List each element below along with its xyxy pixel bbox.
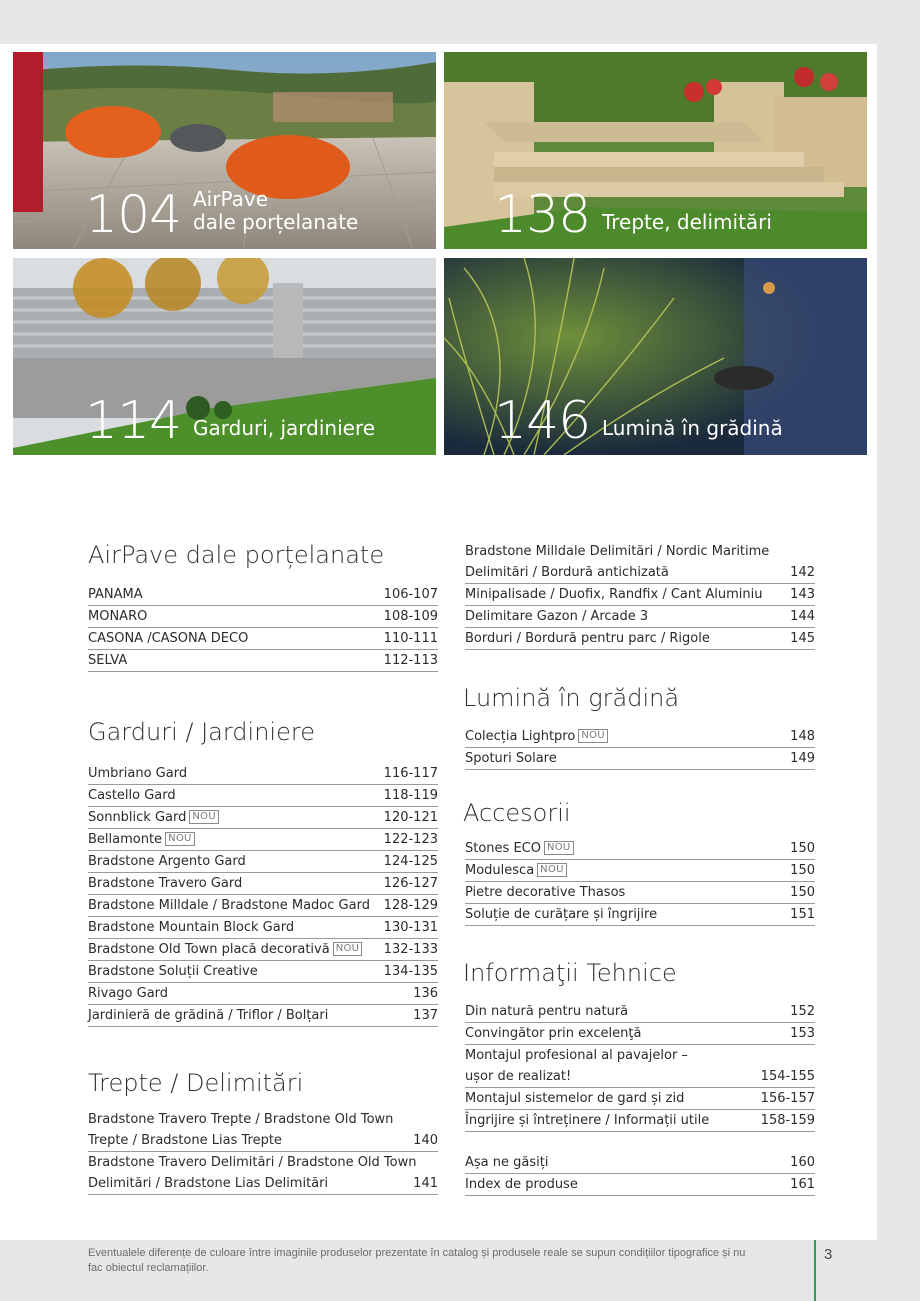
toc-entry[interactable]: PANAMA 106-107 — [88, 584, 438, 606]
toc-entry[interactable]: Așa ne găsiți 160 — [465, 1152, 815, 1174]
toc-entry[interactable]: Bellamonte NOU 122-123 — [88, 829, 438, 851]
new-badge: NOU — [189, 810, 219, 824]
section-title-trepte: Trepte / Delimitări — [88, 1069, 304, 1097]
toc-entry-line2[interactable]: ușor de realizat! 154-155 — [465, 1066, 815, 1088]
toc-entry[interactable]: Bradstone Travero Gard 126-127 — [88, 873, 438, 895]
toc-entry[interactable]: Rivago Gard 136 — [88, 983, 438, 1005]
toc-entry[interactable]: CASONA /CASONA DECO 110-111 — [88, 628, 438, 650]
tile-page-number: 146 — [494, 391, 591, 451]
toc-entry[interactable]: Bradstone Argento Gard 124-125 — [88, 851, 438, 873]
toc-entry-line1[interactable]: Montajul profesional al pavajelor – — [465, 1048, 688, 1063]
toc-entry[interactable]: Bradstone Mountain Block Gard 130-131 — [88, 917, 438, 939]
toc-list-trepte-continued — [465, 541, 815, 650]
toc-entry-line2[interactable]: Delimitări / Bordură antichizată 142 — [465, 562, 815, 584]
toc-entry[interactable]: Stones ECO NOU 150 — [465, 838, 815, 860]
toc-entry[interactable]: Index de produse 161 — [465, 1174, 815, 1196]
toc-entry[interactable]: Spoturi Solare 149 — [465, 748, 815, 770]
section-title-garduri: Garduri / Jardiniere — [88, 718, 315, 746]
toc-entry-line2[interactable]: Delimitări / Bradstone Lias Delimitări 141 — [88, 1173, 438, 1195]
toc-list-accesorii — [465, 838, 815, 926]
toc-entry-line1[interactable]: Bradstone Travero Trepte / Bradstone Old Town — [88, 1112, 394, 1127]
tile-airpave[interactable] — [13, 52, 436, 249]
toc-entry[interactable]: Îngrijire și întreținere / Informații utile 158-159 — [465, 1110, 815, 1132]
toc-list-garduri — [88, 763, 438, 1027]
toc-entry[interactable]: SELVA 112-113 — [88, 650, 438, 672]
toc-entry[interactable]: Montajul sistemelor de gard și zid 156-157 — [465, 1088, 815, 1110]
page-margin-strip — [877, 44, 920, 1240]
toc-list-lumina — [465, 726, 815, 770]
toc-entry[interactable]: Din natură pentru natură 152 — [465, 1001, 815, 1023]
tile-title: Trepte, delimitări — [602, 210, 772, 234]
tile-garduri[interactable] — [13, 258, 436, 455]
tile-title: Garduri, jardiniere — [193, 416, 376, 440]
toc-entry[interactable]: MONARO 108-109 — [88, 606, 438, 628]
tile-title-line2: dale porțelanate — [193, 210, 359, 234]
new-badge: NOU — [544, 841, 574, 855]
tile-title — [193, 188, 358, 234]
tile-page-number: 104 — [85, 185, 182, 245]
toc-entry[interactable]: Convingător prin excelenţă 153 — [465, 1023, 815, 1045]
new-badge: NOU — [333, 942, 363, 956]
toc-entry-line1[interactable]: Bradstone Milldale Delimitări / Nordic Maritime — [465, 544, 770, 559]
toc-entry-line1[interactable]: Bradstone Travero Delimitări / Bradstone Old Town — [88, 1155, 417, 1170]
section-title-info: Informaţii Tehnice — [463, 959, 677, 987]
toc-entry[interactable]: Pietre decorative Thasos 150 — [465, 882, 815, 904]
section-title-lumina: Lumină în grădină — [463, 684, 680, 712]
toc-entry[interactable]: Delimitare Gazon / Arcade 3 144 — [465, 606, 815, 628]
new-badge: NOU — [578, 729, 608, 743]
section-title-accesorii: Accesorii — [463, 799, 571, 827]
new-badge: NOU — [165, 832, 195, 846]
toc-entry[interactable]: Minipalisade / Duofix, Randfix / Cant Aluminiu 143 — [465, 584, 815, 606]
toc-entry[interactable]: Umbriano Gard 116-117 — [88, 763, 438, 785]
toc-entry[interactable]: Soluție de curățare și îngrijire 151 — [465, 904, 815, 926]
toc-list-info — [465, 1001, 815, 1132]
section-title-airpave: AirPave dale porțelanate — [88, 541, 385, 569]
toc-entry[interactable]: Bradstone Milldale / Bradstone Madoc Gard 128-129 — [88, 895, 438, 917]
toc-entry[interactable]: Jardinieră de grădină / Triflor / Bolțari 137 — [88, 1005, 438, 1027]
toc-entry[interactable]: Castello Gard 118-119 — [88, 785, 438, 807]
tile-title-line1: AirPave — [193, 187, 269, 211]
footer-accent-line — [814, 1240, 816, 1301]
tile-lumina[interactable] — [444, 258, 867, 455]
toc-entry[interactable]: Colecția Lightpro NOU 148 — [465, 726, 815, 748]
toc-list-trepte — [88, 1109, 438, 1195]
footer-disclaimer: Eventualele diferențe de culoare între imaginile produselor prezentate în catalog și produsele reale se supun condițiilor tipografice și nu fac obiectul reclamațiilor. — [88, 1247, 746, 1274]
toc-entry[interactable]: Bradstone Old Town placă decorativă NOU 132-133 — [88, 939, 438, 961]
toc-list-extra — [465, 1152, 815, 1196]
toc-entry-line2[interactable]: Trepte / Bradstone Lias Trepte 140 — [88, 1130, 438, 1152]
toc-list-airpave — [88, 584, 438, 672]
tile-title: Lumină în grădină — [602, 416, 783, 440]
tile-page-number: 138 — [494, 185, 591, 245]
page-number: 3 — [824, 1246, 833, 1263]
tile-page-number: 114 — [85, 391, 182, 451]
toc-entry[interactable]: Sonnblick Gard NOU 120-121 — [88, 807, 438, 829]
toc-entry[interactable]: Borduri / Bordură pentru parc / Rigole 145 — [465, 628, 815, 650]
tile-trepte[interactable] — [444, 52, 867, 249]
toc-entry[interactable]: Modulesca NOU 150 — [465, 860, 815, 882]
toc-entry[interactable]: Bradstone Soluții Creative 134-135 — [88, 961, 438, 983]
new-badge: NOU — [537, 863, 567, 877]
